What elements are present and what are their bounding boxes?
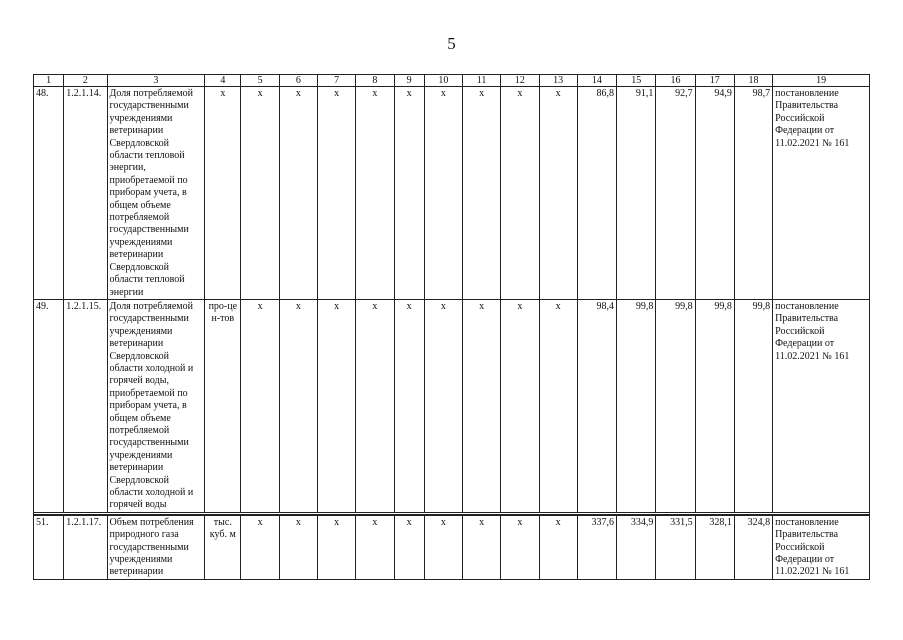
header-cell: 2 <box>64 75 107 87</box>
unit-cell: x <box>205 87 241 300</box>
value-cell: 334,9 <box>617 515 656 580</box>
header-cell: 19 <box>773 75 870 87</box>
header-cell: 1 <box>34 75 64 87</box>
value-cell: 91,1 <box>617 87 656 300</box>
table-row <box>34 299 870 512</box>
header-cell: 12 <box>501 75 539 87</box>
indicator-name: Объем потребления природного газа государственными учреждениями ветеринарии <box>107 515 205 580</box>
source-cell: постановление Правительства Российской Федерации от 11.02.2021 № 161 <box>773 515 870 580</box>
header-cell: 7 <box>317 75 355 87</box>
value-cell: 99,8 <box>734 299 772 512</box>
unit-cell: про-цен-тов <box>205 299 241 512</box>
row-code: 1.2.1.15. <box>64 299 107 512</box>
value-cell: 99,8 <box>617 299 656 512</box>
mark-cell: x <box>501 87 539 300</box>
header-cell: 9 <box>394 75 424 87</box>
mark-cell: x <box>279 299 317 512</box>
value-cell: 331,5 <box>656 515 695 580</box>
mark-cell: x <box>241 87 279 300</box>
value-cell: 337,6 <box>577 515 616 580</box>
mark-cell: x <box>356 87 394 300</box>
header-cell: 10 <box>424 75 462 87</box>
mark-cell: x <box>394 299 424 512</box>
header-cell: 14 <box>577 75 616 87</box>
mark-cell: x <box>317 87 355 300</box>
header-cell: 8 <box>356 75 394 87</box>
mark-cell: x <box>317 515 355 580</box>
mark-cell: x <box>424 299 462 512</box>
mark-cell: x <box>462 87 500 300</box>
row-code: 1.2.1.14. <box>64 87 107 300</box>
mark-cell: x <box>462 299 500 512</box>
header-cell: 5 <box>241 75 279 87</box>
mark-cell: x <box>539 299 577 512</box>
mark-cell: x <box>394 87 424 300</box>
row-number: 48. <box>34 87 64 300</box>
mark-cell: x <box>241 299 279 512</box>
indicator-name: Доля потребляемой государственными учреждениями ветеринарии Свердловской области холодной и горячей воды, приобретаемой по приборам учета, в общем объеме потребляемой государственными учреждениями ветеринарии Свердловской области холодной и горячей воды <box>107 299 205 512</box>
header-cell: 4 <box>205 75 241 87</box>
row-number: 49. <box>34 299 64 512</box>
row-code: 1.2.1.17. <box>64 515 107 580</box>
row-number: 51. <box>34 515 64 580</box>
header-cell: 16 <box>656 75 695 87</box>
value-cell: 99,8 <box>695 299 734 512</box>
source-cell: постановление Правительства Российской Федерации от 11.02.2021 № 161 <box>773 299 870 512</box>
mark-cell: x <box>356 299 394 512</box>
header-cell: 11 <box>462 75 500 87</box>
source-cell: постановление Правительства Российской Федерации от 11.02.2021 № 161 <box>773 87 870 300</box>
unit-cell: тыс. куб. м <box>205 515 241 580</box>
mark-cell: x <box>462 515 500 580</box>
mark-cell: x <box>279 87 317 300</box>
table-row <box>34 515 870 580</box>
value-cell: 324,8 <box>734 515 772 580</box>
mark-cell: x <box>424 515 462 580</box>
header-cell: 18 <box>734 75 772 87</box>
mark-cell: x <box>501 299 539 512</box>
header-cell: 13 <box>539 75 577 87</box>
value-cell: 92,7 <box>656 87 695 300</box>
mark-cell: x <box>539 87 577 300</box>
mark-cell: x <box>394 515 424 580</box>
mark-cell: x <box>356 515 394 580</box>
indicators-table <box>33 74 870 580</box>
mark-cell: x <box>424 87 462 300</box>
header-cell: 17 <box>695 75 734 87</box>
header-cell: 15 <box>617 75 656 87</box>
mark-cell: x <box>241 515 279 580</box>
value-cell: 94,9 <box>695 87 734 300</box>
header-cell: 6 <box>279 75 317 87</box>
table-row <box>34 87 870 300</box>
value-cell: 99,8 <box>656 299 695 512</box>
mark-cell: x <box>539 515 577 580</box>
value-cell: 328,1 <box>695 515 734 580</box>
page-number: 5 <box>447 34 456 53</box>
value-cell: 86,8 <box>577 87 616 300</box>
mark-cell: x <box>317 299 355 512</box>
header-cell: 3 <box>107 75 205 87</box>
value-cell: 98,4 <box>577 299 616 512</box>
value-cell: 98,7 <box>734 87 772 300</box>
mark-cell: x <box>501 515 539 580</box>
indicator-name: Доля потребляемой государственными учреждениями ветеринарии Свердловской области тепловой энергии, приобретаемой по приборам учета, в общем объеме потребляемой государственными учреждениями ветеринарии Свердловской области тепловой энергии <box>107 87 205 300</box>
header-row <box>34 75 870 87</box>
mark-cell: x <box>279 515 317 580</box>
